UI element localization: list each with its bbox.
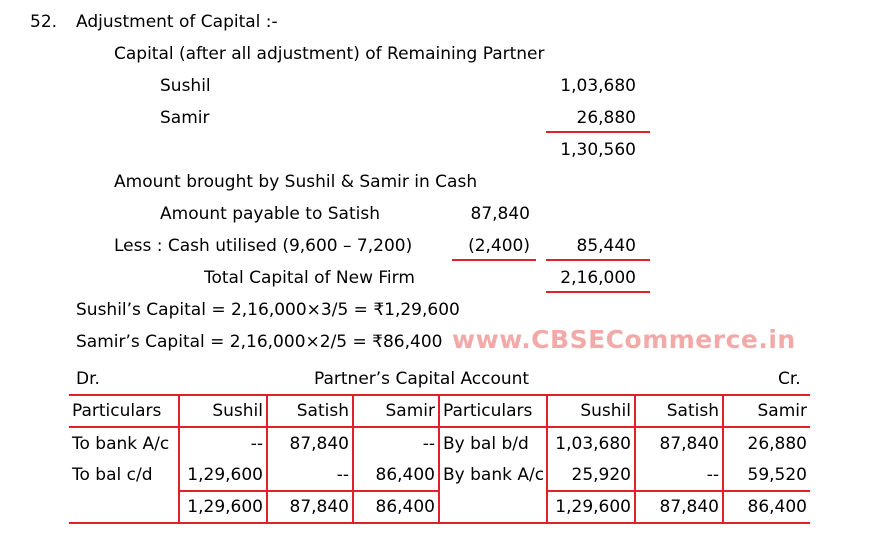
cr-label: Cr. xyxy=(778,369,801,389)
header-cell: Sushil xyxy=(179,395,267,427)
less-rule xyxy=(452,259,536,261)
payable-amount: 87,840 xyxy=(470,204,530,224)
table-total-row xyxy=(69,491,810,523)
total-capital-label: Total Capital of New Firm xyxy=(204,268,415,288)
table-header-row xyxy=(69,395,810,427)
table-row xyxy=(69,459,810,491)
samir-amount: 26,880 xyxy=(576,108,636,128)
total-cell: 1,29,600 xyxy=(179,491,267,523)
table-cell: To bal c/d xyxy=(69,459,179,491)
watermark: www.CBSECommerce.in xyxy=(452,325,796,354)
total-cell: 87,840 xyxy=(635,491,723,523)
sushil-label: Sushil xyxy=(160,76,211,96)
table-row xyxy=(69,427,810,459)
table-cell: By bal b/d xyxy=(439,427,547,459)
table-cell: -- xyxy=(179,427,267,459)
less-amount: (2,400) xyxy=(468,236,530,256)
header-cell: Satish xyxy=(635,395,723,427)
header-cell: Particulars xyxy=(439,395,547,427)
header-cell: Particulars xyxy=(69,395,179,427)
table-cell: By bank A/c xyxy=(439,459,547,491)
table-cell: 87,840 xyxy=(267,427,353,459)
cash-heading: Amount brought by Sushil & Samir in Cash xyxy=(114,172,478,192)
question-number: 52. xyxy=(30,12,58,32)
table-cell: 26,880 xyxy=(723,427,810,459)
total-cell xyxy=(69,491,179,523)
header-cell: Satish xyxy=(267,395,353,427)
subtotal-rule xyxy=(546,131,650,133)
table-cell: 25,920 xyxy=(547,459,635,491)
sushil-amount: 1,03,680 xyxy=(560,76,636,96)
header-cell: Samir xyxy=(723,395,810,427)
total-cell: 87,840 xyxy=(267,491,353,523)
table-cell: 87,840 xyxy=(635,427,723,459)
samir-label: Samir xyxy=(160,108,210,128)
sub-heading: Capital (after all adjustment) of Remaining Partner xyxy=(114,44,545,64)
table-cell: 59,520 xyxy=(723,459,810,491)
total-capital-amount: 2,16,000 xyxy=(560,268,636,288)
payable-label: Amount payable to Satish xyxy=(160,204,380,224)
net-amount: 85,440 xyxy=(576,236,636,256)
table-cell: -- xyxy=(635,459,723,491)
less-label: Less : Cash utilised (9,600 – 7,200) xyxy=(114,236,413,256)
table-cell: 86,400 xyxy=(353,459,439,491)
samir-capital-calc: Samir’s Capital = 2,16,000×2/5 = ₹86,400 xyxy=(76,332,443,352)
capital-total: 1,30,560 xyxy=(560,140,636,160)
table-cell: -- xyxy=(267,459,353,491)
net-rule xyxy=(546,259,650,261)
total-cell xyxy=(439,491,547,523)
partners-capital-account-table xyxy=(69,394,810,524)
total-cell: 86,400 xyxy=(353,491,439,523)
page-heading: Adjustment of Capital :- xyxy=(76,12,278,32)
ledger-title: Partner’s Capital Account xyxy=(314,369,530,389)
table-cell: 1,29,600 xyxy=(179,459,267,491)
table-cell: 1,03,680 xyxy=(547,427,635,459)
sushil-capital-calc: Sushil’s Capital = 2,16,000×3/5 = ₹1,29,600 xyxy=(76,300,460,320)
total-capital-rule xyxy=(546,291,650,293)
table-cell: -- xyxy=(353,427,439,459)
total-cell: 86,400 xyxy=(723,491,810,523)
header-cell: Samir xyxy=(353,395,439,427)
header-cell: Sushil xyxy=(547,395,635,427)
dr-label: Dr. xyxy=(76,369,100,389)
table-cell: To bank A/c xyxy=(69,427,179,459)
total-cell: 1,29,600 xyxy=(547,491,635,523)
